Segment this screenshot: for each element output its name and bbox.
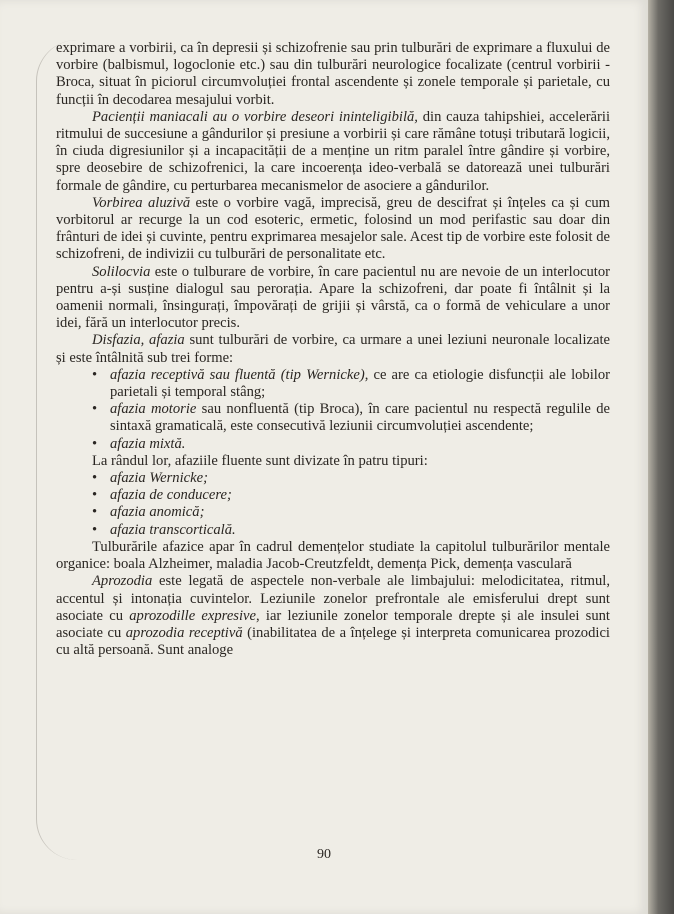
term-aphasia: Disfazia, afazia (92, 332, 185, 349)
page-edge-shadow (648, 0, 674, 914)
paragraph-maniacal (56, 109, 610, 195)
paragraph-aprosody (56, 573, 610, 659)
list-item-term: afazia mixtă. (110, 435, 186, 452)
text-maniacal: din cauza tahipshiei, accelerării ritmului de succesiune a gândurilor și presiune a vorbirii și care rămâne totuși tributară logicii, în ciuda digresiunilor și a incapacității de a menține un ritm paralel între gândire și vorbire, spre deosebire de schizofrenici, la care incoerența ideo-verbală se datorează unei tulburări formale de gândire, cu perturbarea mecanismelor de asociere a gândurilor. (56, 108, 610, 194)
aphasia-forms-list (56, 367, 610, 453)
term-expressive-aprosody: aprozodille expresive (129, 607, 256, 624)
term-aprosody: Aprozodia (92, 573, 153, 590)
list-item: • afazia transcorticală. (110, 522, 610, 539)
text-aphasia: sunt tulburări de vorbire, ca urmare a unei leziuni neuronale localizate și este întâlnită sub trei forme: (56, 332, 610, 366)
paragraph-aphasia (56, 332, 610, 366)
list-item (110, 401, 610, 435)
term-receptive-aprosody: aprozodia receptivă (125, 624, 243, 641)
text-allusive-speech: este o vorbire vagă, imprecisă, greu de descifrat și înțeles ca și cum vorbitorul ar recurge la un cod esoteric, ermetic, folosind un mod perifastic sau doar din frânturi de idei și cuvinte, pentru exprimarea mesajelor sale. Acest tip de vorbire este folosit de schizofreni, de indivizii cu tulburări de personalitate etc. (56, 194, 610, 263)
text-soliloquy: este o tulburare de vorbire, în care pacientul nu are nevoie de un interlocutor pentru a-și susține dialogul sau perorația. Apare la schizofreni, dar poate fi întâlnit și la oamenii normali, însingurați, împovărați de grijii și vârstă, ca o formă de vehiculare a unor idei, fără un interlocutor precis. (56, 263, 610, 332)
text-aprosody-3: (inabilitatea de a înțelege și interpreta comunicarea prozodici cu altă persoană. Sunt analoge (56, 624, 610, 659)
list-item: • afazia de conducere; (110, 487, 610, 504)
list-item-text: , ce are ca etiologie disfuncții ale lobilor parietali și temporal stâng; (110, 366, 611, 401)
page-text (56, 40, 610, 659)
paragraph-fluent-types: La rândul lor, afaziile fluente sunt divizate în patru tipuri: (92, 452, 428, 469)
list-item: • afazia anomică; (110, 504, 610, 521)
list-item (110, 436, 610, 453)
list-item (110, 367, 610, 401)
list-item: • afazia Wernicke; (110, 470, 610, 487)
paragraph-soliloquy (56, 264, 610, 333)
list-item-text: sau nonfluentă (tip Broca), în care pacientul nu respectă regulile de sintaxă gramaticală, este consecutivă leziunii circumvoluției ascendente; (110, 401, 610, 435)
paragraph-continuation: exprimare a vorbirii, ca în depresii și schizofrenie sau prin tulburări de exprimare a fluxului de vorbire (balbismul, logoclonie etc.) sau din tulburări neurologice focalizate (centrul vorbirii - Broca, situat în piciorul circumvoluției frontal ascendente și zonele temporale și parietale, cu funcții în decodarea mesajului vorbit. (56, 40, 610, 108)
paragraph-allusive-speech (56, 195, 610, 264)
term-allusive-speech: Vorbirea aluzivă (92, 194, 191, 211)
page-number: 90 (317, 847, 331, 862)
term-soliloquy: Solilocvia (92, 263, 151, 280)
text-aprosody-1: este legată de aspectele non-verbale ale limbajului: melodicitatea, ritmul, accentul și intonația cuvintelor. Leziunile zonelor prefrontale ale emisferului drept sunt asociate cu (56, 573, 610, 624)
fluent-aphasia-list (56, 470, 610, 539)
paragraph-dementia: Tulburările afazice apar în cadrul demențelor studiate la capitolul tulburărilor mentale organice: boala Alzheimer, maladia Jacob-Creutzfeldt, demența Pick, demența vasculară (56, 538, 610, 573)
list-item-term: afazia receptivă sau fluentă (tip Wernicke) (110, 366, 365, 383)
list-item-term: afazia motorie (110, 401, 197, 418)
text-aprosody-2: , iar leziunile zonelor temporale drepte și ale insulei sunt asociate cu (56, 607, 610, 641)
term-maniacal: Pacienții maniacali au o vorbire deseori ininteligibilă, (92, 108, 418, 125)
